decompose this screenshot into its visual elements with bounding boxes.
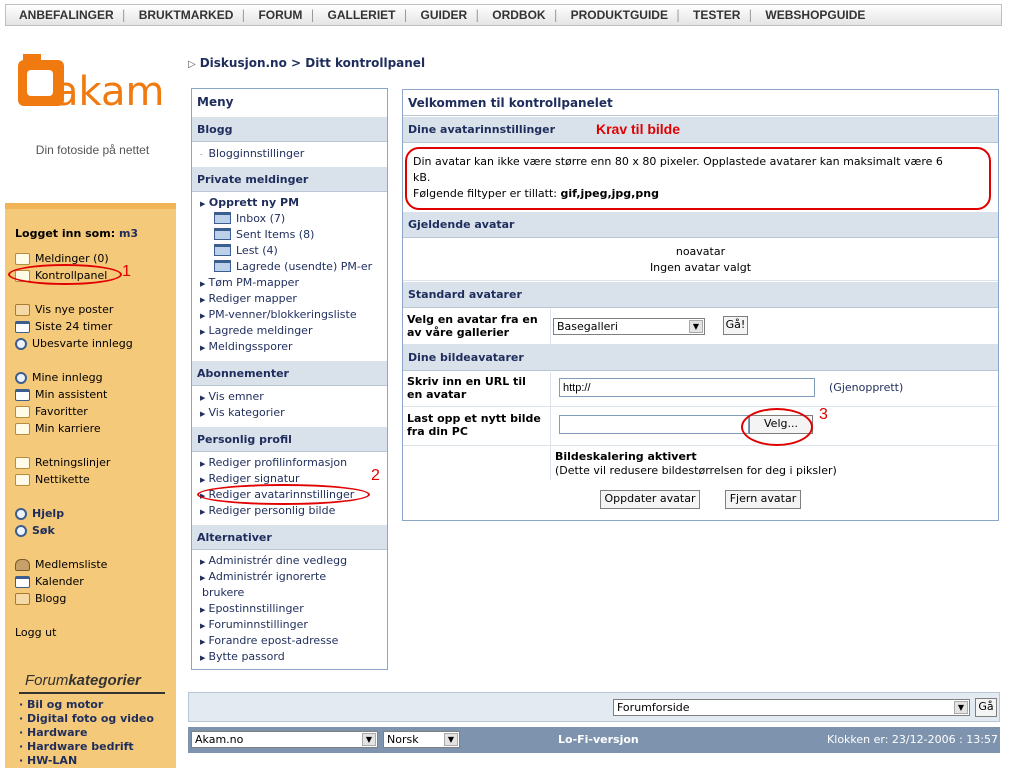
arrow-icon: ▶ bbox=[200, 410, 206, 418]
menu-item-label: Forandre epost-adresse bbox=[208, 634, 339, 647]
arrow-icon: ▶ bbox=[200, 344, 206, 352]
annotation-box-krav bbox=[405, 147, 991, 210]
category-link[interactable]: · HW-LAN bbox=[19, 754, 78, 767]
label-line: fra din PC bbox=[407, 425, 468, 438]
sidebar-label: Hjelp bbox=[32, 507, 65, 520]
category-link[interactable]: · Digital foto og video bbox=[19, 712, 154, 725]
calendar-icon bbox=[15, 321, 30, 333]
chevron-down-icon: ▼ bbox=[954, 701, 968, 714]
scaling-title: Bildeskalering aktivert bbox=[555, 450, 697, 463]
menu-item-label: Administrér dine vedlegg bbox=[208, 554, 348, 567]
arrow-icon: ▶ bbox=[200, 638, 206, 646]
left-column bbox=[5, 27, 176, 768]
arrow-icon: ▶ bbox=[200, 622, 206, 630]
menu-section-profil: Personlig profil bbox=[192, 427, 387, 452]
menu-item-blogginnstillinger[interactable] bbox=[200, 147, 304, 160]
category-label: Hardware bedrift bbox=[27, 740, 134, 753]
arrow-icon: ▶ bbox=[200, 394, 206, 402]
sidebar-item-hjelp[interactable] bbox=[15, 507, 64, 520]
arrow-icon: ▶ bbox=[200, 654, 206, 662]
section-standard-avatars: Standard avatarer bbox=[403, 282, 998, 308]
clock-text: Klokken er: 23/12-2006 : 13:57 bbox=[827, 733, 998, 746]
menu-item-vis-kategorier[interactable] bbox=[200, 406, 285, 419]
top-navigation bbox=[5, 4, 1002, 26]
arrow-icon: ▶ bbox=[200, 574, 206, 582]
menu-item-label: PM-venner/blokkeringsliste bbox=[208, 308, 357, 321]
nav-separator: | bbox=[475, 8, 480, 22]
arrow-icon: ▶ bbox=[200, 508, 206, 516]
akam-logo[interactable] bbox=[18, 50, 168, 130]
menu-section-alternativer: Alternativer bbox=[192, 525, 387, 550]
category-label: HW-LAN bbox=[27, 754, 78, 767]
chevron-down-icon: ▼ bbox=[689, 320, 703, 333]
menu-item-meldingssporer[interactable] bbox=[200, 340, 293, 353]
menu-item-vis-emner[interactable] bbox=[200, 390, 264, 403]
nav-separator: | bbox=[310, 8, 315, 22]
chevron-down-icon: ▼ bbox=[362, 733, 376, 746]
avatar-settings-panel bbox=[402, 89, 999, 521]
mail-icon bbox=[15, 304, 30, 316]
category-link[interactable]: · Bil og motor bbox=[19, 698, 104, 711]
logged-in-label: Logget inn som: bbox=[15, 227, 116, 240]
label-line: Last opp et nytt bilde bbox=[407, 412, 541, 425]
sidebar-label: Blogg bbox=[35, 592, 67, 605]
menu-item-ignorerte-cont[interactable]: brukere bbox=[202, 586, 245, 599]
menu-item-label: Bytte passord bbox=[208, 650, 285, 663]
url-row bbox=[403, 372, 998, 407]
breadcrumb bbox=[188, 56, 425, 70]
sidebar-item-blogg[interactable] bbox=[15, 592, 66, 605]
sidebar-item-medlemsliste[interactable] bbox=[15, 558, 107, 571]
nav-anbefalinger[interactable]: ANBEFALINGER bbox=[19, 8, 114, 22]
logout-link[interactable] bbox=[15, 626, 56, 639]
update-avatar-button[interactable]: Oppdater avatar bbox=[600, 490, 700, 509]
divider bbox=[550, 446, 551, 480]
nav-guider[interactable]: GUIDER bbox=[420, 8, 468, 22]
annotation-number-1: 1 bbox=[122, 263, 131, 280]
menu-item-lest[interactable] bbox=[214, 244, 278, 257]
arrow-icon: ▶ bbox=[200, 312, 206, 320]
sidebar-item-siste24[interactable] bbox=[15, 320, 112, 333]
nav-separator: | bbox=[121, 8, 126, 22]
language-select[interactable] bbox=[383, 731, 460, 748]
menu-item-label: Rediger personlig bilde bbox=[208, 504, 336, 517]
sidebar-label: Nettikette bbox=[35, 473, 90, 486]
arrow-icon: ▶ bbox=[200, 558, 206, 566]
divider bbox=[550, 407, 551, 445]
category-label: Hardware bbox=[27, 726, 88, 739]
breadcrumb-site[interactable]: Diskusjon.no bbox=[199, 56, 287, 70]
menu-item-label: Lagrede (usendte) PM-er bbox=[236, 260, 373, 273]
menu-item-opprett-pm[interactable] bbox=[200, 196, 299, 209]
forum-jump-go-button[interactable]: Gå bbox=[975, 698, 997, 717]
folder-icon bbox=[214, 212, 231, 224]
upload-label bbox=[407, 412, 541, 438]
annotation-krav: Krav til bilde bbox=[596, 121, 681, 137]
chevron-down-icon: ▼ bbox=[444, 733, 458, 746]
remove-avatar-button[interactable]: Fjern avatar bbox=[725, 490, 801, 509]
gallery-row bbox=[403, 309, 998, 345]
sidebar-item-mine-innlegg[interactable] bbox=[15, 371, 103, 384]
section-label: Dine avatarinnstillinger bbox=[408, 123, 556, 136]
menu-item-tom-pm[interactable] bbox=[200, 276, 299, 289]
sidebar-item-ubesvarte[interactable] bbox=[15, 337, 133, 350]
sidebar-item-favoritter[interactable] bbox=[15, 405, 88, 418]
nav-webshopguide[interactable]: WEBSHOPGUIDE bbox=[765, 8, 866, 22]
panel-title: Velkommen til kontrollpanelet bbox=[403, 90, 998, 116]
sidebar-label: Mine innlegg bbox=[32, 371, 103, 384]
menu-item-rediger-mapper[interactable] bbox=[200, 292, 297, 305]
sidebar-item-min-karriere[interactable] bbox=[15, 422, 101, 435]
search-icon bbox=[15, 372, 27, 384]
nav-bruktmarked[interactable]: BRUKTMARKED bbox=[138, 8, 234, 22]
sidebar-label: Ubesvarte innlegg bbox=[32, 337, 133, 350]
menu-item-label: Tøm PM-mapper bbox=[208, 276, 299, 289]
note-icon bbox=[15, 406, 30, 418]
menu-item-label: Rediger signatur bbox=[208, 472, 300, 485]
logged-in-row bbox=[15, 227, 138, 240]
menu-item-label: Rediger mapper bbox=[208, 292, 297, 305]
select-value: Forumforside bbox=[617, 701, 690, 714]
forum-categories-title-b: kategorier bbox=[68, 672, 141, 689]
sidebar-label: Retningslinjer bbox=[35, 456, 111, 469]
menu-section-abonnementer: Abonnementer bbox=[192, 361, 387, 386]
upload-row bbox=[403, 407, 998, 446]
category-link[interactable]: · Hardware bedrift bbox=[19, 740, 134, 753]
info-line: kB. bbox=[413, 171, 431, 184]
user-sidebar bbox=[5, 203, 176, 768]
sidebar-item-vis-nye[interactable] bbox=[15, 303, 113, 316]
sidebar-item-retningslinjer[interactable] bbox=[15, 456, 110, 469]
search-icon bbox=[15, 338, 27, 350]
menu-section-pm: Private meldinger bbox=[192, 167, 387, 192]
bullet: · bbox=[200, 151, 203, 159]
breadcrumb-separator: > bbox=[291, 56, 302, 70]
arrow-icon: ▶ bbox=[200, 476, 206, 484]
calendar-icon bbox=[15, 389, 30, 401]
menu-item-lagrede-meldinger[interactable] bbox=[200, 324, 312, 337]
menu-item-label: Blogginnstillinger bbox=[208, 147, 305, 160]
members-icon bbox=[15, 559, 30, 571]
menu-item-label: Rediger avatarinnstillinger bbox=[208, 488, 355, 501]
note-icon bbox=[15, 253, 30, 265]
menu-item-label: Lagrede meldinger bbox=[208, 324, 313, 337]
sidebar-label: Logg ut bbox=[15, 626, 57, 639]
section-current-avatar: Gjeldende avatar bbox=[403, 212, 998, 238]
nav-tester[interactable]: TESTER bbox=[693, 8, 741, 22]
annotation-ellipse-3 bbox=[741, 408, 813, 446]
forum-categories-title-a: Forum bbox=[25, 672, 69, 689]
sidebar-label: Meldinger (0) bbox=[35, 252, 109, 265]
logo-text: akam bbox=[54, 69, 165, 115]
sidebar-item-min-assistent[interactable] bbox=[15, 388, 107, 401]
select-value: Norsk bbox=[387, 733, 419, 746]
select-value: Basegalleri bbox=[557, 320, 618, 333]
menu-item-label: Vis emner bbox=[208, 390, 264, 403]
annotation-ellipse-1 bbox=[8, 264, 122, 285]
menu-item-label: Foruminnstillinger bbox=[208, 618, 308, 631]
arrow-icon: ▶ bbox=[200, 328, 206, 336]
gallery-label bbox=[407, 313, 538, 339]
scaling-row bbox=[403, 446, 998, 480]
folder-icon bbox=[214, 228, 231, 240]
divider bbox=[550, 372, 551, 406]
sidebar-label: Min karriere bbox=[35, 422, 101, 435]
sidebar-label: Kalender bbox=[35, 575, 84, 588]
menu-title: Meny bbox=[192, 89, 387, 114]
sidebar-label: Medlemsliste bbox=[35, 558, 108, 571]
arrow-icon: ▶ bbox=[200, 296, 206, 304]
calendar-icon bbox=[15, 576, 30, 588]
nav-separator: | bbox=[403, 8, 408, 22]
menu-item-pm-venner[interactable] bbox=[200, 308, 357, 321]
help-icon bbox=[15, 508, 27, 520]
category-label: Digital foto og video bbox=[27, 712, 154, 725]
menu-item-label: Meldingssporer bbox=[208, 340, 293, 353]
menu-item-label: Inbox (7) bbox=[236, 212, 286, 225]
sidebar-label: Søk bbox=[32, 524, 55, 537]
menu-item-lagrede-usendte[interactable] bbox=[214, 260, 372, 273]
menu-item-ignorerte[interactable] bbox=[200, 570, 326, 583]
forum-jump-select[interactable] bbox=[613, 699, 970, 716]
breadcrumb-page[interactable]: Ditt kontrollpanel bbox=[305, 56, 426, 70]
note-icon bbox=[15, 423, 30, 435]
annotation-number-2: 2 bbox=[371, 467, 380, 484]
annotation-number-3: 3 bbox=[819, 406, 828, 423]
filetypes-value: gif,jpeg,jpg,png bbox=[560, 187, 659, 200]
username[interactable]: m3 bbox=[118, 227, 139, 240]
url-input[interactable] bbox=[559, 378, 815, 397]
menu-item-rediger-profil[interactable] bbox=[200, 456, 347, 469]
tagline: Din fotoside på nettet bbox=[35, 143, 150, 157]
menu-item-vedlegg[interactable] bbox=[200, 554, 347, 567]
sidebar-label: Kontrollpanel bbox=[35, 269, 108, 282]
restore-link[interactable]: (Gjenopprett) bbox=[829, 381, 904, 394]
menu-item-rediger-bilde[interactable] bbox=[200, 504, 335, 517]
section-avatar-settings bbox=[403, 117, 998, 143]
nav-galleriet[interactable]: GALLERIET bbox=[327, 8, 396, 22]
menu-item-forandre-epost[interactable] bbox=[200, 634, 338, 647]
url-label bbox=[407, 375, 526, 401]
triangle-icon: ▷ bbox=[188, 59, 196, 70]
menu-item-label: Lest (4) bbox=[236, 244, 278, 257]
gallery-go-button[interactable]: Gå! bbox=[723, 316, 748, 335]
nav-separator: | bbox=[675, 8, 681, 22]
sidebar-label: Siste 24 timer bbox=[35, 320, 113, 333]
no-avatar-chosen: Ingen avatar valgt bbox=[649, 261, 752, 274]
section-my-images: Dine bildeavatarer bbox=[403, 345, 998, 371]
category-link[interactable]: · Hardware bbox=[19, 726, 88, 739]
sidebar-item-nettikette[interactable] bbox=[15, 473, 90, 486]
sidebar-item-sok[interactable] bbox=[15, 524, 55, 537]
sidebar-label: Favoritter bbox=[35, 405, 88, 418]
sidebar-label: Vis nye poster bbox=[35, 303, 114, 316]
filetypes-label: Følgende filtyper er tillatt: bbox=[413, 187, 557, 200]
forum-categories-title bbox=[25, 672, 141, 689]
arrow-icon: ▶ bbox=[200, 492, 206, 500]
category-label: Bil og motor bbox=[27, 698, 104, 711]
search-icon bbox=[15, 525, 27, 537]
scaling-note: (Dette vil redusere bildestørrelsen for deg i piksler) bbox=[555, 464, 837, 477]
nav-separator: | bbox=[748, 8, 753, 22]
note-icon bbox=[15, 457, 30, 469]
arrow-icon: ▶ bbox=[200, 200, 206, 208]
mail-icon bbox=[15, 593, 30, 605]
browse-button[interactable]: Velg... bbox=[749, 415, 813, 434]
file-path-input[interactable] bbox=[559, 415, 749, 434]
menu-item-label: Sent Items (8) bbox=[236, 228, 315, 241]
bottom-bar bbox=[188, 727, 1000, 753]
note-icon bbox=[15, 474, 30, 486]
menu-item-label: Opprett ny PM bbox=[208, 196, 300, 209]
label-line: Skriv inn en URL til bbox=[407, 375, 526, 388]
nav-separator: | bbox=[241, 8, 246, 22]
site-select[interactable] bbox=[191, 731, 378, 748]
nav-produktguide[interactable]: PRODUKTGUIDE bbox=[570, 8, 668, 22]
annotation-ellipse-2 bbox=[197, 484, 370, 505]
forum-jump-bar bbox=[188, 692, 1000, 722]
lofi-link[interactable]: Lo-Fi-versjon bbox=[558, 733, 639, 746]
menu-item-forum[interactable] bbox=[200, 618, 308, 631]
sidebar-label: Min assistent bbox=[35, 388, 108, 401]
gallery-select[interactable] bbox=[553, 318, 705, 335]
select-value: Akam.no bbox=[195, 733, 244, 746]
folder-icon bbox=[214, 244, 231, 256]
current-avatar-row bbox=[403, 239, 998, 281]
nav-ordbok[interactable]: ORDBOK bbox=[492, 8, 546, 22]
menu-item-epost[interactable] bbox=[200, 602, 304, 615]
info-line: Din avatar kan ikke være større enn 80 x 80 pixeler. Opplastede avatarer kan maksimalt være 6 bbox=[413, 155, 943, 168]
arrow-icon: ▶ bbox=[200, 460, 206, 468]
label-line: av våre gallerier bbox=[407, 326, 510, 339]
arrow-icon: ▶ bbox=[200, 280, 206, 288]
menu-item-inbox[interactable] bbox=[214, 212, 285, 225]
menu-item-label: Administrér ignorerte bbox=[208, 570, 327, 583]
sidebar-item-kalender[interactable] bbox=[15, 575, 84, 588]
menu-section-blogg: Blogg bbox=[192, 117, 387, 142]
control-panel-menu bbox=[191, 88, 388, 670]
nav-forum[interactable]: FORUM bbox=[258, 8, 303, 22]
menu-item-label: Vis kategorier bbox=[208, 406, 285, 419]
nav-separator: | bbox=[553, 8, 558, 22]
folder-icon bbox=[214, 260, 231, 272]
menu-item-label: Rediger profilinformasjon bbox=[208, 456, 348, 469]
noavatar-text: noavatar bbox=[675, 245, 726, 258]
divider bbox=[550, 309, 551, 344]
arrow-icon: ▶ bbox=[200, 606, 206, 614]
divider bbox=[19, 692, 165, 694]
menu-item-label: Epostinnstillinger bbox=[208, 602, 304, 615]
menu-item-sent[interactable] bbox=[214, 228, 314, 241]
label-line: en avatar bbox=[407, 388, 467, 401]
menu-item-passord[interactable] bbox=[200, 650, 285, 663]
label-line: Velg en avatar fra en bbox=[407, 313, 538, 326]
